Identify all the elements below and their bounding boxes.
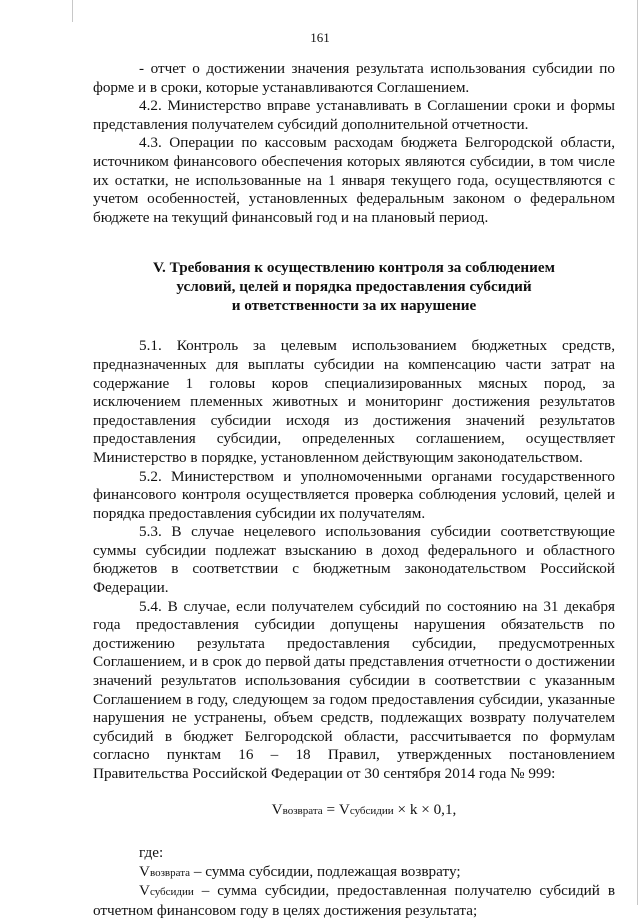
formula-eq: = [322, 800, 339, 818]
document-body [93, 60, 615, 921]
paragraph-5-2: 5.2. Министерством и уполномоченными органами государственного финансового контроля осуществляется проверка соблюдения условий, целей и порядка предоставления субсидии их получателям. [93, 467, 615, 522]
definition-v-refund-sub: возврата [149, 866, 191, 879]
formula-sub1: возврата [282, 804, 323, 817]
paragraph-5-4: 5.4. В случае, если получателем субсидий по состоянию на 31 декабря года предоставления субсидии допущены нарушения обязательств по достижению результата предоставления субсидии, предусмотренных Соглашением, и в срок до первой даты представления отчетности о достижении значений результатов использования субсидии в соответствии с указанным Соглашением в году, следующем за годом предоставления субсидии, указанные нарушения не устранены, объем средств, подлежащих возврату получателем субсидий в бюджет Белгородской области, рассчитывается по формулам согласно пунктам 16 – 18 Правил, утвержденных постановлением Правительства Российской Федерации от 30 сентября 2014 года № 999: [93, 597, 615, 782]
definition-v-refund-symbol: V [139, 862, 150, 880]
paragraph-report-item: - отчет о достижении значения результата использования субсидии по форме и в сроки, которые устанавливаются Соглашением. [93, 60, 615, 96]
where-label: где: [139, 844, 164, 862]
paragraph-4-3: 4.3. Операции по кассовым расходам бюджета Белгородской области, источником финансового обеспечения которых являются субсидии, в том числе их остатки, не использованные на 1 января текущего года, осуществляются с учетом особенностей, установленных федеральным законом о федеральном бюджете на текущий финансовый год и на плановый период. [93, 134, 615, 226]
page-number: 161 [310, 30, 330, 45]
paragraph-5-3: 5.3. В случае нецелевого использования субсидии соответствующие суммы субсидии подлежат взысканию в доход федерального и областного бюджетов в соответствии с бюджетным законодательством Российской Федерации. [93, 523, 615, 597]
section-heading-line-1: V. Требования к осуществлению контроля за соблюдением [153, 259, 555, 277]
refund-formula [93, 801, 615, 821]
definition-v-refund-text: – сумма субсидии, подлежащая возврату; [190, 862, 461, 880]
scan-edge-left [72, 0, 73, 22]
paragraph-4-2: 4.2. Министерство вправе устанавливать в Соглашении сроки и формы представления получателем субсидий дополнительной отчетности. [93, 97, 615, 133]
section-heading [93, 258, 615, 315]
formula-sub2: субсидии [349, 804, 394, 817]
definition-v-subsidy-sub: субсидии [149, 886, 194, 899]
formula-v2: V [338, 800, 350, 818]
definition-v-subsidy-symbol: V [139, 882, 150, 900]
definition-v-subsidy-text: – сумма субсидии, предоставленная получателю субсидий в отчетном финансовом году в целях достижения результата; [93, 882, 615, 919]
scan-edge-right [637, 0, 638, 905]
definition-v-subsidy [93, 882, 615, 920]
section-heading-line-2: условий, целей и порядка предоставления субсидий [176, 278, 532, 296]
formula-rest: × k × 0,1, [393, 800, 457, 818]
section-heading-line-3: и ответственности за их нарушение [231, 297, 477, 315]
definition-v-refund [93, 863, 615, 883]
formula-v1: V [271, 800, 283, 818]
paragraph-5-1: 5.1. Контроль за целевым использованием бюджетных средств, предназначенных для выплаты субсидии на компенсацию части затрат на содержание 1 головы коров специализированных мясных пород, за исключением племенных животных и мониторинг достижения результатов предоставления субсидии исходя из достижения значений результатов предоставления субсидии, определенных соглашением, осуществляет Министерство в порядке, установленном действующим законодательством. [93, 337, 615, 466]
